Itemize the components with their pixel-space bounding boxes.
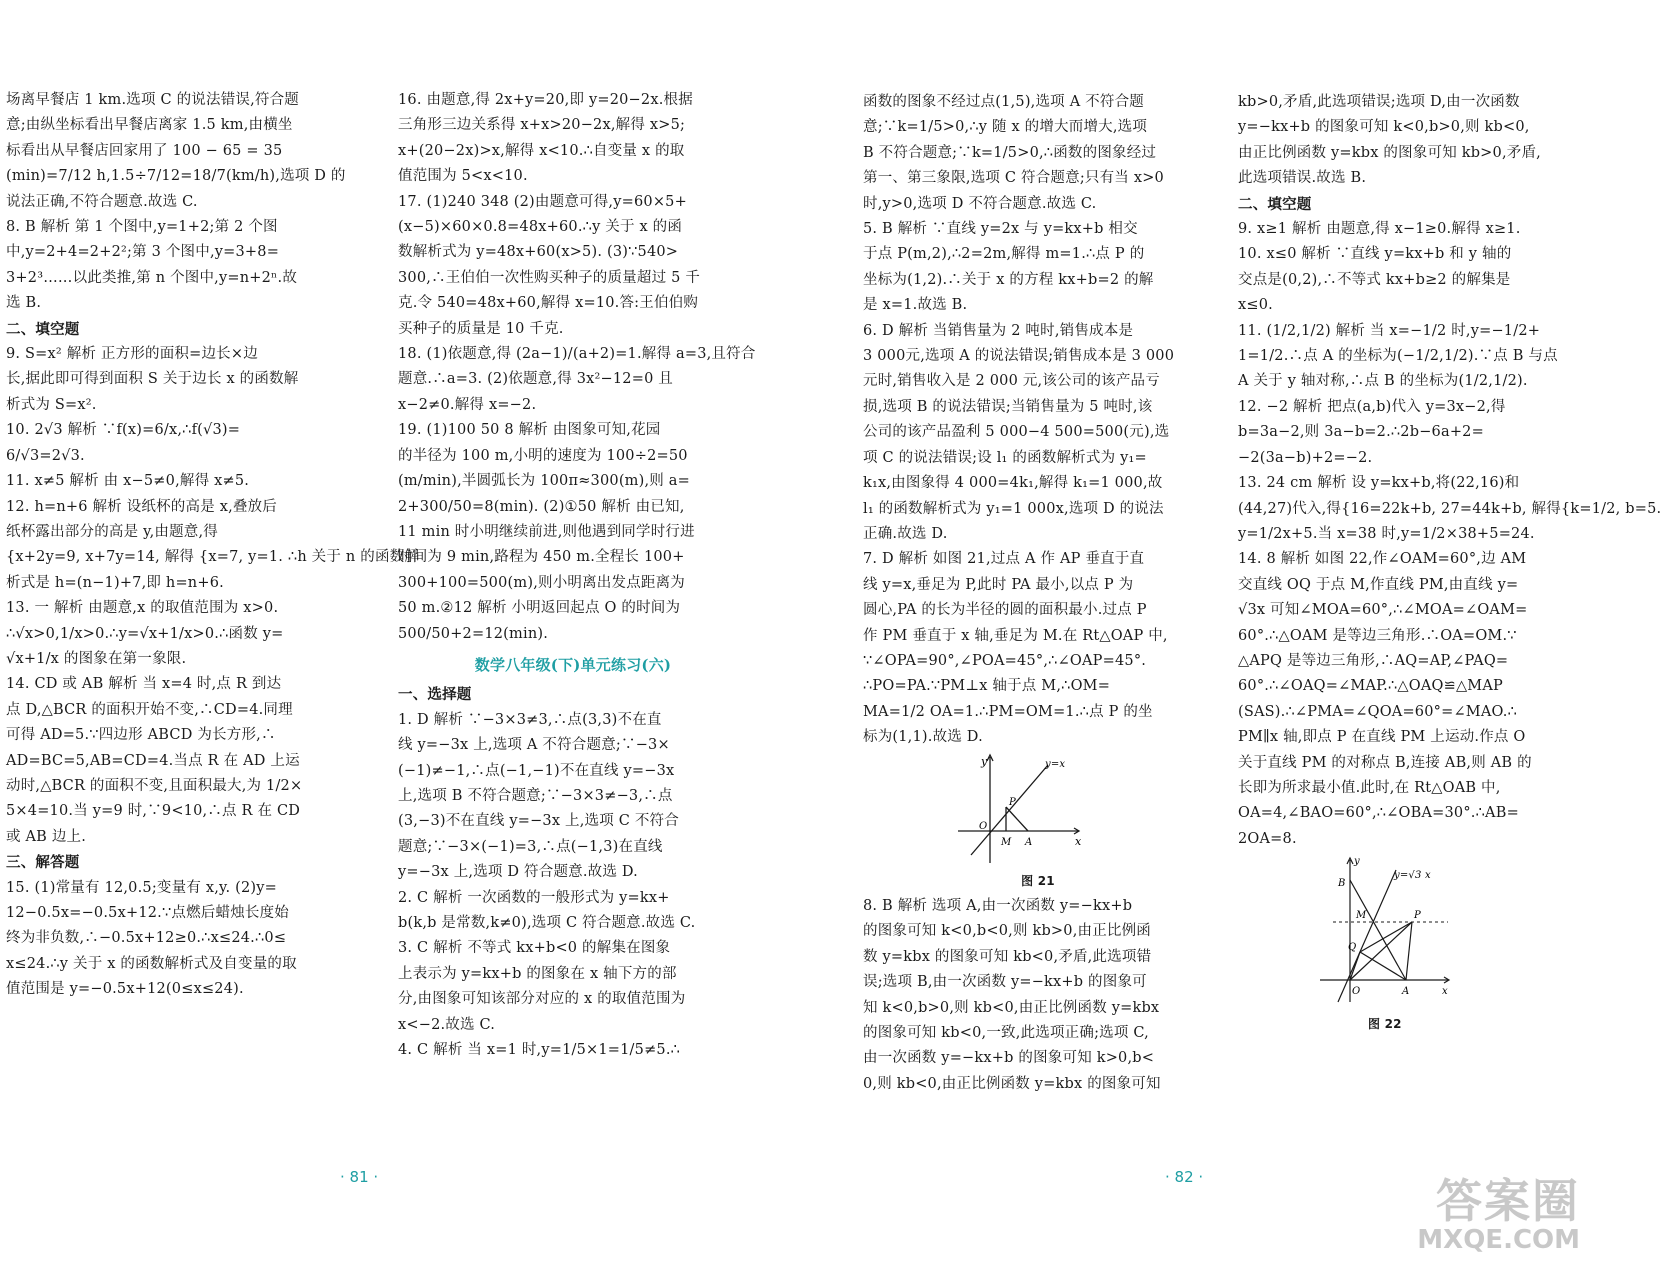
text-line: 11. x≠5 解析 由 x−5≠0,解得 x≠5. [6, 473, 250, 490]
text-line: 公司的该产品盈利 5 000−4 500=500(元),选 [863, 424, 1170, 441]
fig21-x-label: x [1075, 834, 1082, 848]
fig22-b-label: B [1338, 878, 1346, 890]
text-line: 3. C 解析 不等式 kx+b<0 的解集在图象 [398, 940, 671, 957]
text-line: 60°.∴∠OAQ=∠MAP.∴△OAQ≌△MAP [1238, 678, 1503, 695]
fig21-line-label: y=x [1045, 758, 1066, 770]
text-line: A 关于 y 轴对称,∴点 B 的坐标为(1/2,1/2). [1238, 373, 1528, 390]
text-line: b=3a−2,则 3a−b=2.∴2b−6a+2= [1238, 424, 1484, 441]
col4-answers [1238, 90, 1661, 852]
text-line: 12. −2 解析 把点(a,b)代入 y=3x−2,得 [1238, 398, 1506, 415]
text-line: 13. 24 cm 解析 设 y=kx+b,将(22,16)和 [1238, 475, 1520, 492]
text-line: 关于直线 PM 的对称点 B,连接 AB,则 AB 的 [1238, 754, 1532, 771]
text-line: k₁x,由图象得 4 000=4k₁,解得 k₁=1 000,故 [863, 475, 1163, 492]
text-line: 第一、第三象限,选项 C 符合题意;只有当 x>0 [863, 170, 1164, 187]
right-column-4 [1238, 90, 1661, 1038]
text-line: 时,y>0,选项 D 不符合题意.故选 C. [863, 195, 1097, 212]
text-line: 0,则 kb<0,由正比例函数 y=kbx 的图象可知 [863, 1075, 1161, 1092]
text-line: 上表示为 y=kx+b 的图象在 x 轴下方的部 [398, 965, 677, 982]
text-line: 买种子的质量是 10 千克. [398, 320, 564, 337]
text-line: 坐标为(1,2).∴关于 x 的方程 kx+b=2 的解 [863, 271, 1154, 288]
text-line: 三角形三边关系得 x+x>20−2x,解得 x>5; [398, 117, 686, 134]
text-line: 7. D 解析 如图 21,过点 A 作 AP 垂直于直 [863, 551, 1145, 568]
text-line: 11 min 时小明继续前进,则他遇到同学时行进 [398, 523, 695, 540]
text-line: ∵∠OPA=90°,∠POA=45°,∴∠OAP=45°. [863, 652, 1147, 669]
page-number-81: · 81 · [340, 1168, 379, 1186]
left-column-1 [6, 88, 420, 1003]
col2-answers-top [398, 88, 756, 647]
text-line: 可得 AD=5.∵四边形 ABCD 为长方形,∴ [6, 727, 276, 744]
text-line: 由一次函数 y=−kx+b 的图象可知 k>0,b< [863, 1050, 1155, 1067]
text-line: 动时,△BCR 的面积不变,且面积最大,为 1/2× [6, 777, 303, 794]
text-line: 三、解答题 [6, 854, 80, 872]
text-line: (3,−3)不在直线 y=−3x 上,选项 C 不符合 [398, 813, 679, 830]
text-line: 值范围为 5<x<10. [398, 168, 528, 185]
text-line: y=−3x 上,选项 D 符合题意.故选 D. [398, 864, 638, 881]
text-line: 的图象可知 k<0,b<0,则 kb>0,由正比例函 [863, 923, 1152, 940]
fig22-line-label: y=√3 x [1394, 870, 1431, 882]
text-line: 10. 2√3 解析 ∵f(x)=6/x,∴f(√3)= [6, 422, 241, 439]
text-line: 12−0.5x=−0.5x+12.∵点燃后蜡烛长度始 [6, 905, 290, 921]
fig22-a-label: A [1402, 986, 1410, 998]
text-line: ∴√x>0,1/x>0.∴y=√x+1/x>0.∴函数 y= [6, 625, 284, 642]
text-line: 数解析式为 y=48x+60(x>5). (3)∵540> [398, 244, 679, 261]
page-number-82: · 82 · [1165, 1168, 1204, 1186]
text-line: 项 C 的说法错误;设 l₁ 的函数解析式为 y₁= [863, 449, 1147, 466]
text-line: 10. x≤0 解析 ∵直线 y=kx+b 和 y 轴的 [1238, 246, 1512, 263]
text-line: MA=1/2 OA=1.∴PM=OM=1.∴点 P 的坐 [863, 703, 1153, 720]
text-line: 16. 由题意,得 2x+y=20,即 y=20−2x.根据 [398, 92, 693, 108]
text-line: 析式是 h=(n−1)+7,即 h=n+6. [6, 574, 224, 591]
text-line: 1. D 解析 ∵−3×3≠3,∴点(3,3)不在直 [398, 711, 662, 728]
text-line: 二、填空题 [1238, 195, 1312, 213]
text-line: 14. 8 解析 如图 22,作∠OAM=60°,边 AM [1238, 551, 1527, 568]
text-line: 分,由图象可知该部分对应的 x 的取值范围为 [398, 991, 686, 1008]
col2-answers-bottom [398, 682, 748, 1063]
text-line: 标为(1,1).故选 D. [863, 729, 983, 746]
fig21-caption: 图 21 [1021, 873, 1055, 888]
text-line: ∴PO=PA.∵PM⊥x 轴于点 M,∴OM= [863, 678, 1111, 695]
text-line: 300,∴王伯伯一次性购买种子的质量超过 5 千 [398, 269, 701, 286]
text-line: 数 y=kbx 的图象可知 kb<0,矛盾,此选项错 [863, 948, 1152, 965]
text-line: 线 y=x,垂足为 P,此时 PA 最小,以点 P 为 [863, 576, 1134, 593]
text-line: 知 k<0,b>0,则 kb<0,由正比例函数 y=kbx [863, 999, 1160, 1016]
text-line: x−2≠0.解得 x=−2. [398, 396, 537, 413]
text-line: (x−5)×60×0.8=48x+60.∴y 关于 x 的函 [398, 219, 683, 236]
text-line: 14. CD 或 AB 解析 当 x=4 时,点 R 到达 [6, 676, 282, 693]
text-line: 点 D,△BCR 的面积开始不变,∴CD=4.同理 [6, 701, 293, 718]
text-line: 函数的图象不经过点(1,5),选项 A 不符合题 [863, 94, 1144, 110]
text-line: 长,据此即可得到面积 S 关于边长 x 的函数解 [6, 371, 299, 388]
fig22-p-label: P [1414, 910, 1421, 922]
text-line: 60°.∴△OAM 是等边三角形.∴OA=OM.∵ [1238, 627, 1517, 644]
text-line: 13. 一 解析 由题意,x 的取值范围为 x>0. [6, 600, 279, 617]
text-line: 300+100=500(m),则小明离出发点距离为 [398, 574, 685, 591]
text-line: 于点 P(m,2),∴2=2m,解得 m=1.∴点 P 的 [863, 246, 1145, 263]
text-line: 5. B 解析 ∵直线 y=2x 与 y=kx+b 相交 [863, 221, 1138, 238]
fig21-m-label: M [1001, 836, 1012, 848]
text-line: 由正比例函数 y=kbx 的图象可知 kb>0,矛盾, [1238, 144, 1541, 161]
col3-answers-bottom [863, 894, 1213, 1097]
text-line: 12. h=n+6 解析 设纸杯的高是 x,叠放后 [6, 498, 277, 515]
text-line: (44,27)代入,得{16=22k+b, 27=44k+b, 解得{k=1/2, b=5. [1238, 500, 1661, 517]
text-line: 1=1/2.∴点 A 的坐标为(−1/2,1/2).∵点 B 与点 [1238, 348, 1558, 365]
text-line: 或 AB 边上. [6, 828, 87, 845]
unit-title: 数学八年级(下)单元练习(六) [474, 655, 672, 674]
fig22-o-label: O [1352, 986, 1361, 998]
text-line: 二、填空题 [6, 320, 80, 338]
text-line: 作 PM 垂直于 x 轴,垂足为 M.在 Rt△OAP 中, [863, 627, 1168, 644]
text-line: x<−2.故选 C. [398, 1016, 496, 1033]
text-line: B 不符合题意;∵k=1/5>0,∴函数的图象经过 [863, 144, 1157, 161]
text-line: 2. C 解析 一次函数的一般形式为 y=kx+ [398, 889, 670, 906]
col3-answers-top [863, 90, 1213, 751]
text-line: √3x 可知∠MOA=60°,∴∠MOA=∠OAM= [1238, 602, 1528, 619]
text-line: 6/√3=2√3. [6, 447, 85, 464]
text-line: x≤0. [1238, 297, 1273, 314]
text-line: 标看出从早餐店回家用了 100 − 65 = 35 [6, 142, 283, 159]
fig22-caption: 图 22 [1368, 1017, 1402, 1032]
text-line: 17. (1)240 348 (2)由题意可得,y=60×5+ [398, 193, 687, 210]
text-line: 时间为 9 min,路程为 450 m.全程长 100+ [398, 549, 685, 566]
text-line: △APQ 是等边三角形,∴AQ=AP,∠PAQ= [1238, 652, 1509, 669]
text-line: 析式为 S=x². [6, 396, 97, 413]
watermark-logo-text: 答案圈 [1436, 1174, 1580, 1228]
fig22-y-label: y [1354, 856, 1360, 868]
text-line: 500/50+2=12(min). [398, 625, 549, 642]
fig21-o-label: O [979, 820, 988, 832]
text-line: 上,选项 B 不符合题意;∵−3×3≠−3,∴点 [398, 787, 673, 804]
text-line: 意;∵k=1/5>0,∴y 随 x 的增大而增大,选项 [863, 119, 1148, 136]
text-line: kb>0,矛盾,此选项错误;选项 D,由一次函数 [1238, 94, 1520, 110]
right-column-3 [863, 90, 1213, 1097]
text-line: 15. (1)常量有 12,0.5;变量有 x,y. (2)y= [6, 879, 277, 896]
figure-21 [863, 751, 1213, 869]
text-line: b(k,b 是常数,k≠0),选项 C 符合题意.故选 C. [398, 915, 696, 931]
text-line: 4. C 解析 当 x=1 时,y=1/5×1=1/5≠5.∴ [398, 1042, 681, 1059]
text-line: 元时,销售收入是 2 000 元,该公司的该产品亏 [863, 373, 1160, 390]
text-line: 纸杯露出部分的高是 y,由题意,得 [6, 523, 218, 540]
fig22-m-label: M [1356, 910, 1367, 922]
text-line: (SAS).∴∠PMA=∠QOA=60°=∠MAO.∴ [1238, 703, 1517, 720]
text-line: x≤24.∴y 关于 x 的函数解析式及自变量的取 [6, 955, 297, 972]
text-line: 9. x≥1 解析 由题意,得 x−1≥0.解得 x≥1. [1238, 221, 1521, 238]
left-column-2 [398, 88, 756, 1063]
text-line: 损,选项 B 的说法错误;当销售量为 5 吨时,该 [863, 398, 1153, 415]
text-line: 值范围是 y=−0.5x+12(0≤x≤24). [6, 981, 244, 998]
text-line: 选 B. [6, 295, 42, 312]
figure-22 [1238, 852, 1588, 1012]
text-line: 6. D 解析 当销售量为 2 吨时,销售成本是 [863, 322, 1134, 339]
text-line: 5×4=10.当 y=9 时,∵9<10,∴点 R 在 CD [6, 803, 301, 820]
text-line: 8. B 解析 第 1 个图中,y=1+2;第 2 个图 [6, 219, 278, 236]
text-line: 的图象可知 kb<0,一致,此选项正确;选项 C, [863, 1025, 1149, 1041]
fig22-x-label: x [1442, 986, 1448, 998]
text-line: 长即为所求最小值.此时,在 Rt△OAB 中, [1238, 779, 1501, 796]
text-line: AD=BC=5,AB=CD=4.当点 R 在 AD 上运 [6, 752, 300, 769]
text-line: (−1)≠−1,∴点(−1,−1)不在直线 y=−3x [398, 762, 675, 779]
fig21-y-label: y [981, 754, 988, 768]
text-line: {x+2y=9, x+7y=14, 解得 {x=7, y=1. ∴h 关于 n 的函数解 [6, 549, 420, 566]
text-line: −2(3a−b)+2=−2. [1238, 449, 1373, 466]
text-line: 3+2³……以此类推,第 n 个图中,y=n+2ⁿ.故 [6, 269, 298, 286]
text-line: l₁ 的函数解析式为 y₁=1 000x,选项 D 的说法 [863, 500, 1164, 517]
text-line: 8. B 解析 选项 A,由一次函数 y=−kx+b [863, 897, 1133, 914]
text-line: 交直线 OQ 于点 M,作直线 PM,由直线 y= [1238, 576, 1519, 593]
text-line: √x+1/x 的图象在第一象限. [6, 650, 187, 667]
text-line: 此选项错误.故选 B. [1238, 170, 1367, 187]
text-line: 误;选项 B,由一次函数 y=−kx+b 的图象可 [863, 974, 1147, 991]
text-line: y=1/2x+5.当 x=38 时,y=1/2×38+5=24. [1238, 525, 1535, 542]
text-line: 50 m.②12 解析 小明返回起点 O 的时间为 [398, 600, 681, 617]
text-line: 克.令 540=48x+60,解得 x=10.答:王伯伯购 [398, 295, 699, 312]
fig21-a-label: A [1025, 836, 1033, 848]
fig22-q-label: Q [1348, 942, 1357, 954]
text-line: 9. S=x² 解析 正方形的面积=边长×边 [6, 346, 258, 363]
watermark-url: MXQE.COM [1417, 1225, 1580, 1255]
text-line: (m/min),半圆弧长为 100π≈300(m),则 a= [398, 473, 690, 490]
text-line: 终为非负数,∴−0.5x+12≥0.∴x≤24.∴0≤ [6, 930, 287, 947]
text-line: 场离早餐店 1 km.选项 C 的说法错误,符合题 [6, 92, 300, 108]
text-line: 的半径为 100 m,小明的速度为 100÷2=50 [398, 447, 688, 464]
text-line: 2+300/50=8(min). (2)①50 解析 由已知, [398, 498, 685, 515]
text-line: 一、选择题 [398, 686, 472, 704]
text-line: 18. (1)依题意,得 (2a−1)/(a+2)=1.解得 a=3,且符合 [398, 346, 756, 363]
text-line: 题意.∴a=3. (2)依题意,得 3x²−12=0 且 [398, 371, 674, 388]
fig21-p-label: P [1009, 796, 1016, 808]
text-line: 题意;∵−3×(−1)=3,∴点(−1,3)在直线 [398, 838, 663, 855]
text-line: 19. (1)100 50 8 解析 由图象可知,花园 [398, 422, 661, 439]
text-line: 3 000元,选项 A 的说法错误;销售成本是 3 000 [863, 348, 1175, 365]
site-watermark [1417, 1165, 1580, 1255]
text-line: 2OA=8. [1238, 830, 1297, 847]
text-line: 11. (1/2,1/2) 解析 当 x=−1/2 时,y=−1/2+ [1238, 322, 1541, 339]
text-line: x+(20−2x)>x,解得 x<10.∴自变量 x 的取 [398, 142, 685, 159]
text-line: 中,y=2+4=2+2²;第 3 个图中,y=3+8= [6, 244, 280, 261]
text-line: 意;由纵坐标看出早餐店离家 1.5 km,由横坐 [6, 117, 293, 134]
text-line: (min)=7/12 h,1.5÷7/12=18/7(km/h),选项 D 的 [6, 168, 346, 185]
text-line: 正确.故选 D. [863, 525, 948, 542]
text-line: y=−kx+b 的图象可知 k<0,b>0,则 kb<0, [1238, 119, 1530, 136]
text-line: OA=4,∠BAO=60°,∴∠OBA=30°.∴AB= [1238, 805, 1519, 822]
text-line: 说法正确,不符合题意.故选 C. [6, 193, 198, 210]
text-line: 线 y=−3x 上,选项 A 不符合题意;∵−3× [398, 737, 670, 754]
text-line: 交点是(0,2),∴不等式 kx+b≥2 的解集是 [1238, 271, 1511, 288]
text-line: 是 x=1.故选 B. [863, 297, 968, 314]
text-line: PM∥x 轴,即点 P 在直线 PM 上运动.作点 O [1238, 729, 1526, 746]
text-line: 圆心,PA 的长为半径的圆的面积最小.过点 P [863, 602, 1147, 619]
